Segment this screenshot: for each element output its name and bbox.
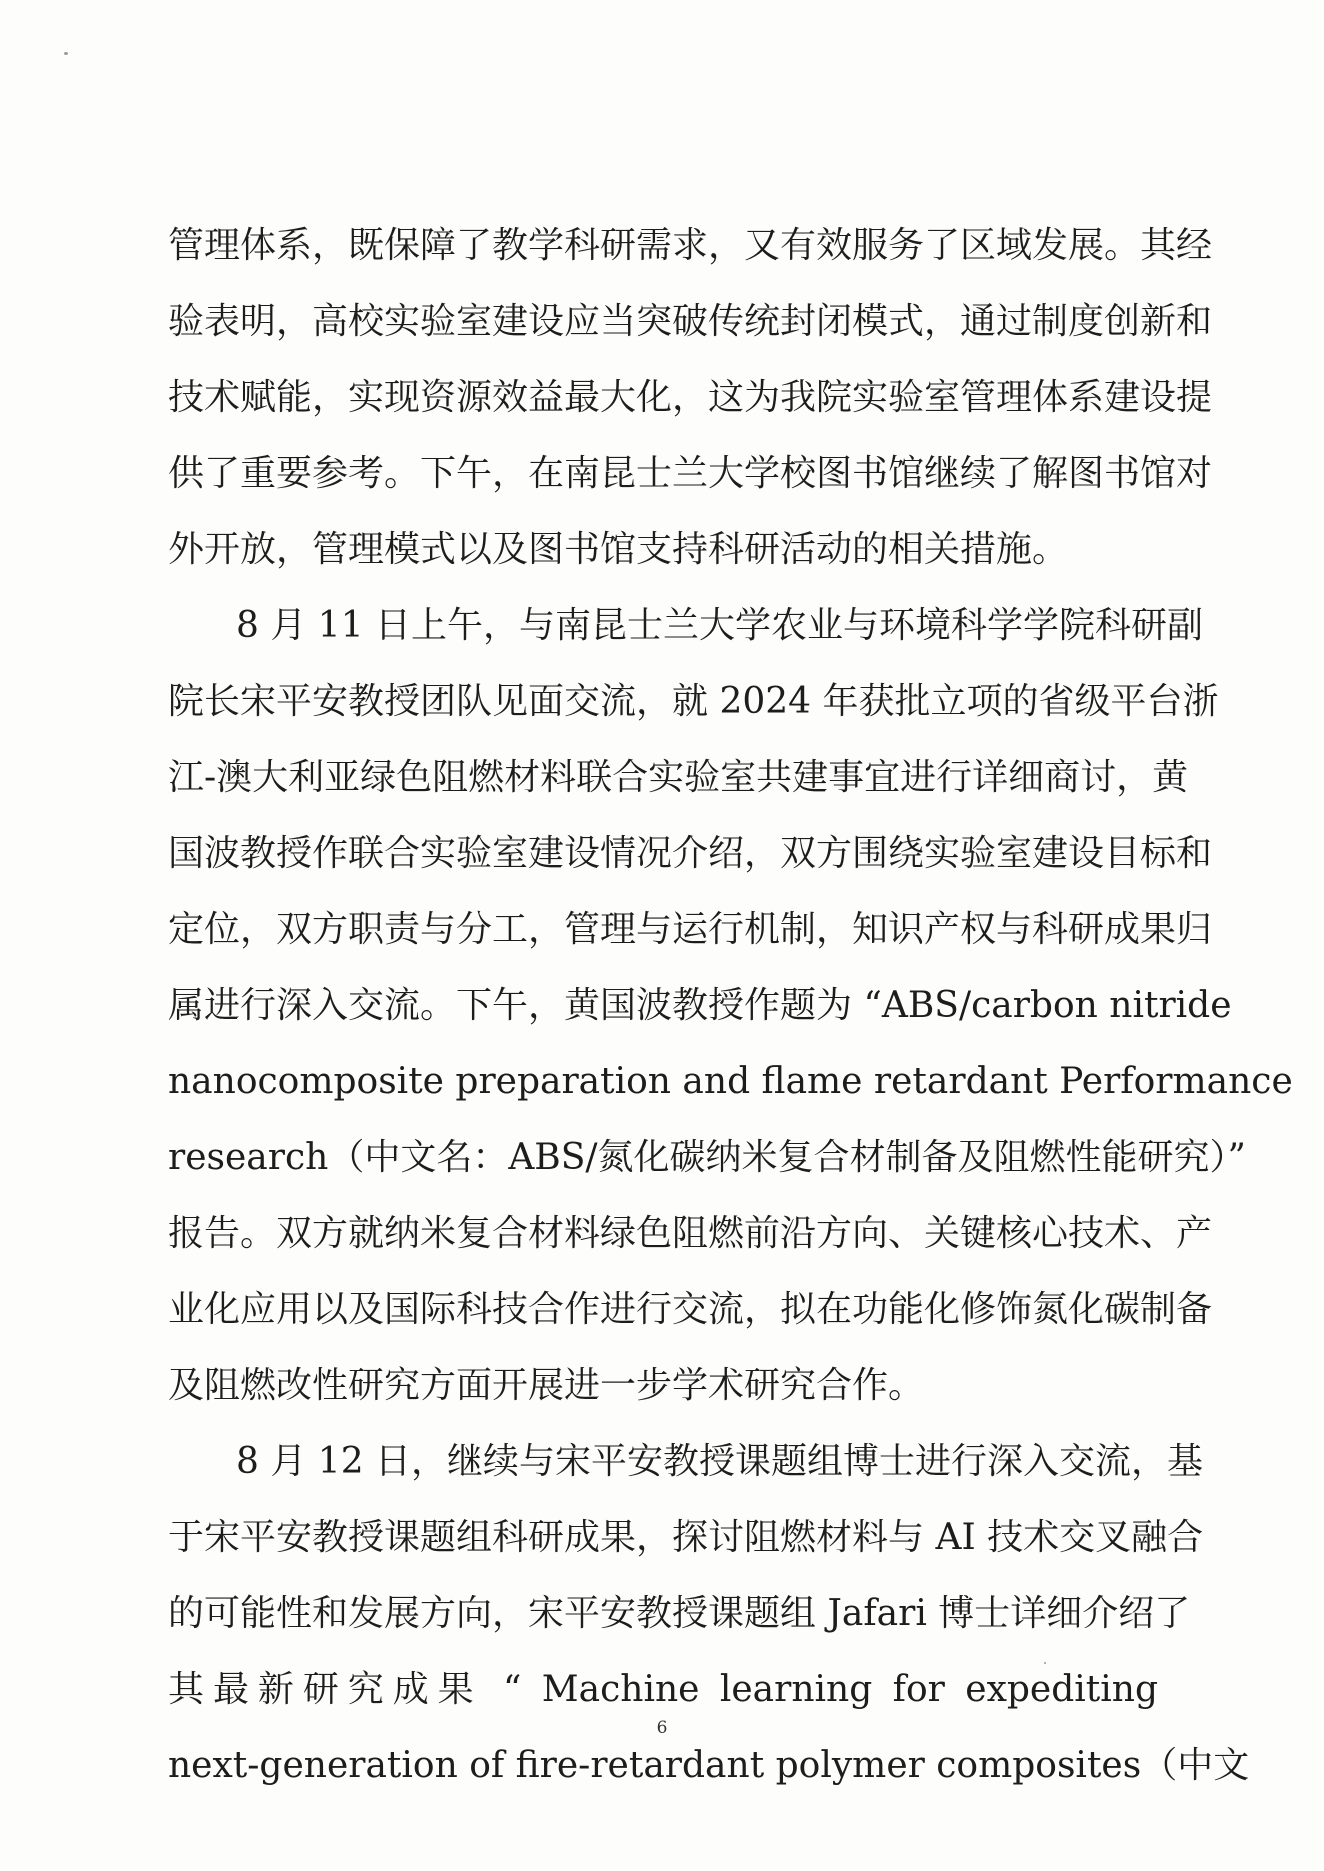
scan-speck [64,52,68,55]
text-line: 院长宋平安教授团队见面交流，就 2024 年获批立项的省级平台浙 [168,681,1219,722]
page-number: 6 [656,1718,668,1738]
text-line: 定位，双方职责与分工，管理与运行机制，知识产权与科研成果归 [168,909,1213,950]
text-line: 供了重要参考。下午，在南昆士兰大学校图书馆继续了解图书馆对 [168,453,1213,494]
text-line: next-generation of fire-retardant polymer composites（中文 [168,1745,1250,1786]
body-text [168,208,1293,1804]
text-line: 及阻燃改性研究方面开展进一步学术研究合作。 [168,1365,925,1406]
text-line: 外开放，管理模式以及图书馆支持科研活动的相关措施。 [168,529,1069,570]
text-line: 属进行深入交流。下午，黄国波教授作题为 “ABS/carbon nitride [168,985,1232,1026]
text-line: 8 月 12 日，继续与宋平安教授课题组博士进行深入交流，基 [236,1441,1204,1482]
text-line: 国波教授作联合实验室建设情况介绍，双方围绕实验室建设目标和 [168,833,1213,874]
text-line: 技术赋能，实现资源效益最大化，这为我院实验室管理体系建设提 [168,377,1213,418]
text-line: 其最新研究成果 “ Machine learning for expediting [168,1669,1158,1710]
text-line: 管理体系，既保障了教学科研需求，又有效服务了区域发展。其经 [168,225,1213,266]
text-line: 验表明，高校实验室建设应当突破传统封闭模式，通过制度创新和 [168,301,1213,342]
text-line: 8 月 11 日上午，与南昆士兰大学农业与环境科学学院科研副 [236,605,1204,646]
text-line: 业化应用以及国际科技合作进行交流，拟在功能化修饰氮化碳制备 [168,1289,1213,1330]
text-line: research（中文名：ABS/氮化碳纳米复合材制备及阻燃性能研究）” [168,1137,1246,1178]
text-line: 报告。双方就纳米复合材料绿色阻燃前沿方向、关键核心技术、产 [168,1213,1213,1254]
text-line: 江-澳大利亚绿色阻燃材料联合实验室共建事宜进行详细商讨，黄 [168,757,1189,798]
text-line: 的可能性和发展方向，宋平安教授课题组 Jafari 博士详细介绍了 [168,1593,1191,1634]
text-line: nanocomposite preparation and flame retardant Performance [168,1061,1293,1102]
text-line: 于宋平安教授课题组科研成果，探讨阻燃材料与 AI 技术交叉融合 [168,1517,1204,1558]
